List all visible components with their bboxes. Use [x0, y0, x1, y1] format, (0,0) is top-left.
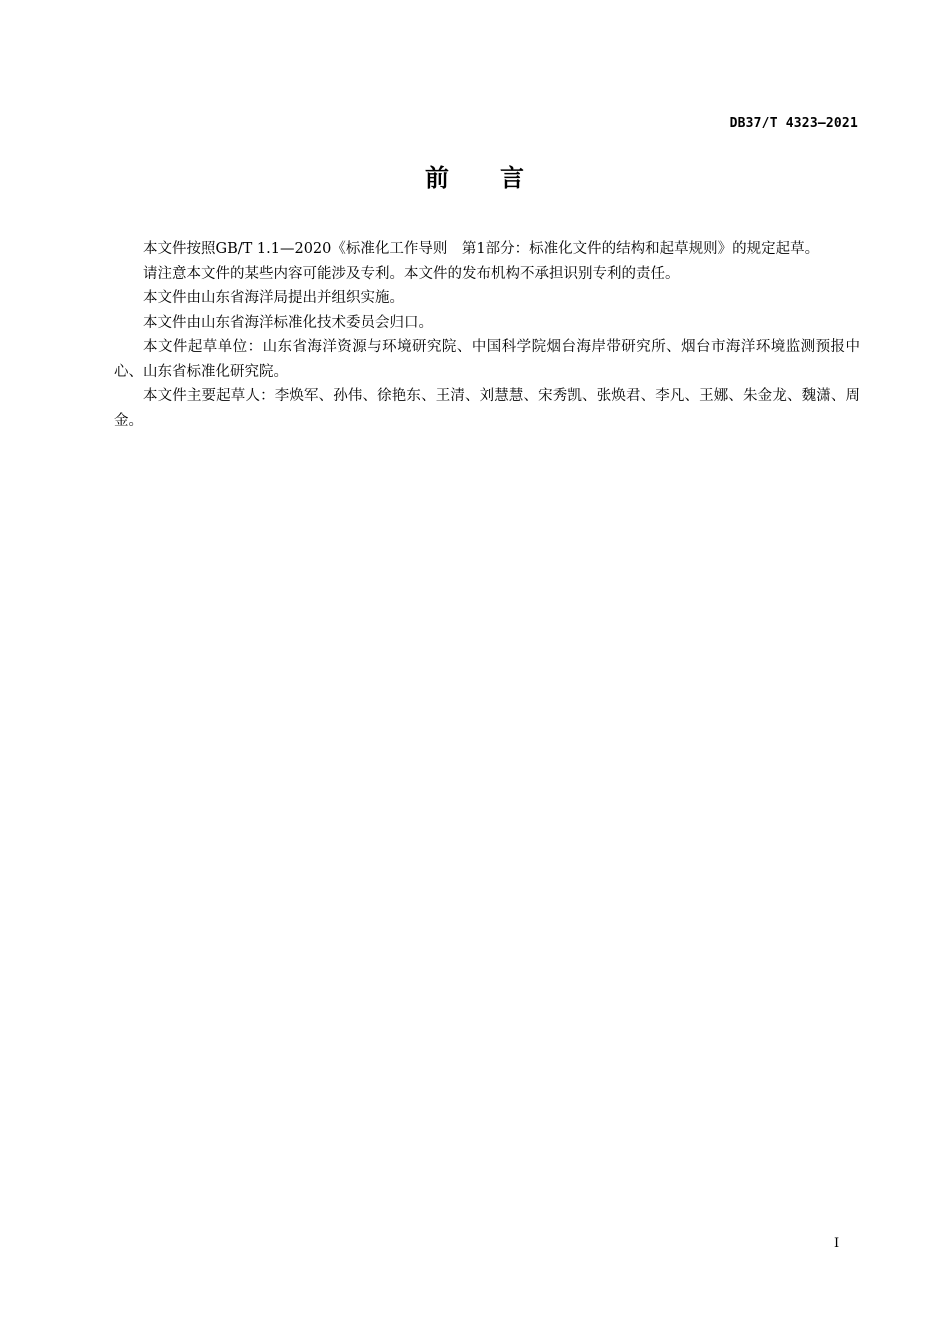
paragraph-proposer: 本文件由山东省海洋局提出并组织实施。 [143, 290, 404, 306]
page-title: 前 言 [425, 164, 525, 192]
page-number: I [834, 1236, 840, 1251]
paragraph-patent-notice: 请注意本文件的某些内容可能涉及专利。本文件的发布机构不承担识别专利的责任。 [143, 265, 680, 282]
foreword-body [114, 237, 860, 433]
document-code: DB37/T 4323—2021 [729, 116, 858, 131]
paragraph-drafting-units: 本文件起草单位：山东省海洋资源与环境研究院、中国科学院烟台海岸带研究所、烟台市海洋环境监测预报中心、山东省标准化研究院。 [114, 339, 860, 380]
paragraph-drafters: 本文件主要起草人：李焕军、孙伟、徐艳东、王清、刘慧慧、宋秀凯、张焕君、李凡、王娜、朱金龙、魏潇、周金。 [114, 388, 860, 429]
paragraph-drafting-rules: 本文件按照GB/T 1.1—2020《标准化工作导则 第1部分：标准化文件的结构和起草规则》的规定起草。 [143, 241, 820, 257]
paragraph-technical-committee: 本文件由山东省海洋标准化技术委员会归口。 [143, 314, 433, 331]
